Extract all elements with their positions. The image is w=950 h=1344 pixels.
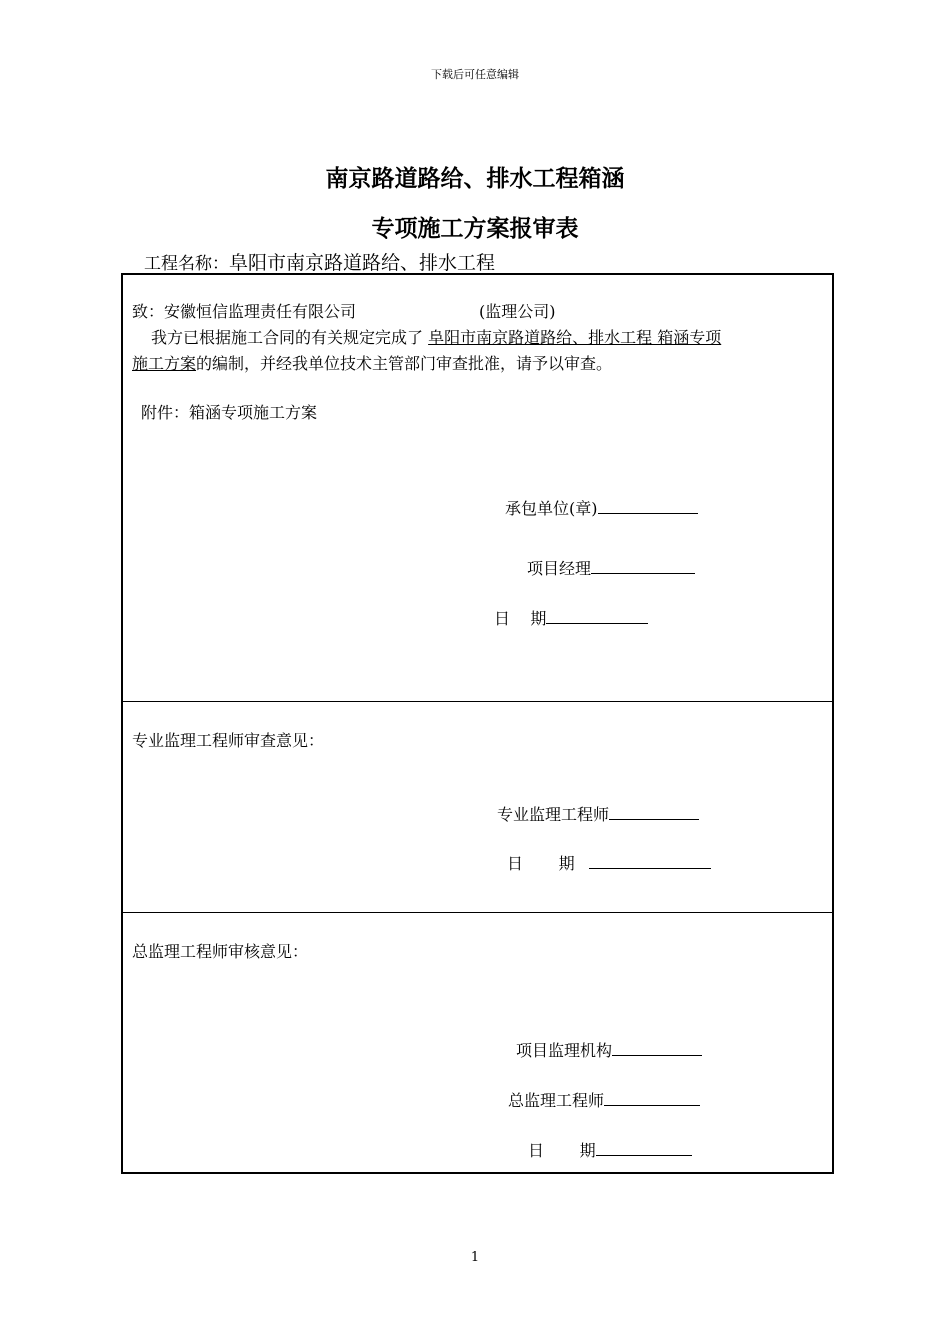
attachment-line: 附件：箱涵专项施工方案 [141,403,318,422]
date-label-3: 日 期 [528,1141,596,1160]
chief-review-heading: 总监理工程师审核意见： [132,942,309,961]
project-name-line [144,248,495,275]
manager-blank[interactable] [591,556,695,574]
specialist-blank[interactable] [609,802,699,820]
chief-signature-line [508,1088,700,1111]
contractor-signature-line [505,496,698,519]
project-name-value: 阜阳市南京路道路给、排水工程 [229,252,496,274]
document-title: 南京路道路给、排水工程箱涵 [325,166,625,192]
org-signature-line [516,1038,702,1061]
date-line-3 [528,1138,692,1161]
submission-plan-name-cont: 施工方案 [132,354,197,373]
date-label-2: 日 期 [507,854,575,873]
submission-plan-name: 阜阳市南京路道路给、排水工程 箱涵专项 [428,328,722,347]
date-blank-3[interactable] [596,1138,692,1156]
review-form [121,273,834,1174]
submission-body-prefix: 我方已根据施工合同的有关规定完成了 [151,328,424,347]
section-divider-1 [123,701,832,702]
date-line-1 [494,606,648,629]
submission-body-line1 [151,325,721,348]
contractor-label: 承包单位(章) [505,499,598,518]
addressee-line [132,299,356,322]
project-name-label: 工程名称： [144,254,229,274]
contractor-blank[interactable] [598,496,698,514]
org-blank[interactable] [612,1038,702,1056]
document-subtitle: 专项施工方案报审表 [371,216,579,242]
section-divider-2 [123,912,832,913]
header-note: 下载后可任意编辑 [431,68,519,81]
submission-body-suffix: 的编制，并经我单位技术主管部门审查批准，请予以审查。 [196,354,613,373]
date-blank-2[interactable] [589,851,711,869]
chief-blank[interactable] [604,1088,700,1106]
date-line-2 [507,851,711,874]
addressee-org-type: (监理公司) [479,302,556,321]
date-label-1: 日 期 [494,609,547,628]
org-label: 项目监理机构 [516,1041,613,1060]
specialist-review-heading: 专业监理工程师审查意见： [132,731,325,750]
chief-label: 总监理工程师 [508,1091,605,1110]
submission-body-line2 [132,351,612,374]
specialist-label: 专业监理工程师 [497,805,610,824]
specialist-signature-line [497,802,699,825]
manager-signature-line [527,556,695,579]
manager-label: 项目经理 [527,559,592,578]
date-blank-1[interactable] [546,606,648,624]
page-number: 1 [470,1250,480,1265]
addressee: 致：安徽恒信监理责任有限公司 [132,302,357,321]
